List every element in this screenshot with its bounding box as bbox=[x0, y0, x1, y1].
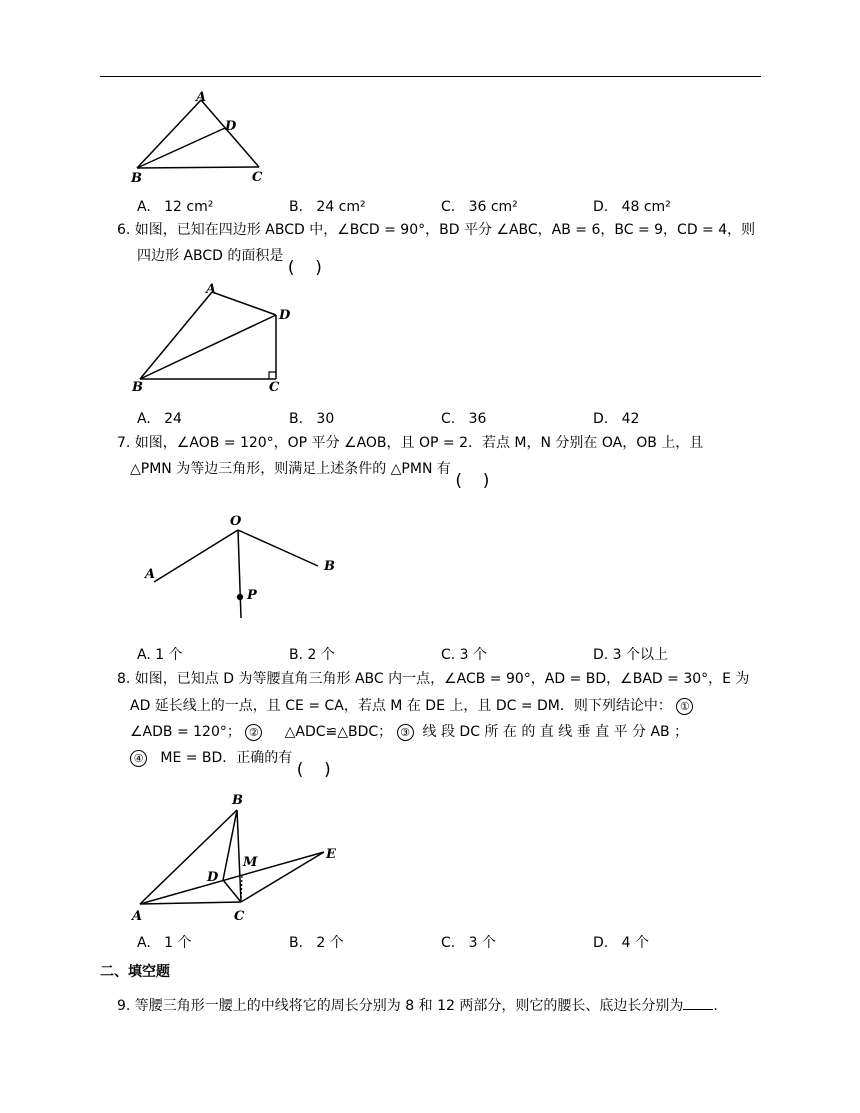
q8-label-E: E bbox=[326, 847, 336, 862]
q6-quadrilateral-figure bbox=[128, 278, 298, 396]
q8-label-D: D bbox=[207, 870, 219, 885]
q8-stem-line3-a: ∠ADB = 120°； bbox=[130, 724, 241, 740]
q8-mark-4: ④ bbox=[130, 750, 147, 767]
q6-stem-line1: 6. 如图，已知在四边形 ABCD 中，∠BCD = 90°，BD 平分 ∠ABC，AB = 6，BC = 9，CD = 4，则 bbox=[117, 222, 756, 238]
q8-label-C: C bbox=[234, 909, 245, 924]
header-rule bbox=[100, 76, 761, 77]
q8-stem-line3-b: △ADC≌△BDC； bbox=[284, 724, 393, 740]
q5-label-B: B bbox=[131, 171, 142, 184]
q7-stem-line1: 7. 如图，∠AOB = 120°，OP 平分 ∠AOB，且 OP = 2．若点 M，N 分别在 OA，OB 上，且 bbox=[117, 435, 704, 451]
q8-stem-line2: AD 延长线上的一点，且 CE = CA，若点 M 在 DE 上，且 DC = DM．则下列结论中： bbox=[130, 698, 672, 714]
q6-label-C: C bbox=[269, 380, 280, 395]
q7-label-A: A bbox=[145, 567, 156, 582]
q6-option-a: A. 24 bbox=[137, 411, 182, 427]
q7-label-O: O bbox=[230, 514, 242, 529]
q5-option-c: C. 36 cm² bbox=[441, 199, 518, 215]
q6-label-D: D bbox=[279, 308, 291, 323]
q5-option-d: D. 48 cm² bbox=[593, 199, 671, 215]
q5-label-C: C bbox=[252, 170, 263, 184]
q5-label-D: D bbox=[225, 119, 237, 134]
q8-option-a: A. 1 个 bbox=[137, 935, 192, 951]
q6-label-B: B bbox=[132, 380, 143, 395]
q7-angle-figure bbox=[140, 508, 340, 622]
q9-stem: 9. 等腰三角形一腰上的中线将它的周长分别为 8 和 12 两部分，则它的腰长、底边长分别为 bbox=[117, 998, 684, 1014]
q6-option-c: C. 36 bbox=[441, 411, 487, 427]
q8-stem-line1: 8. 如图，已知点 D 为等腰直角三角形 ABC 内一点，∠ACB = 90°，AD = BD，∠BAD = 30°，E 为 bbox=[117, 671, 750, 687]
q7-label-B: B bbox=[324, 559, 335, 574]
q9-answer-blank bbox=[683, 995, 713, 1010]
q7-label-P: P bbox=[247, 588, 257, 603]
q8-mark-3: ③ bbox=[397, 724, 414, 741]
q8-stem-line4-wrap bbox=[130, 748, 331, 768]
q8-option-b: B. 2 个 bbox=[289, 935, 344, 951]
q6-label-A: A bbox=[206, 282, 217, 297]
q7-option-b: B. 2 个 bbox=[289, 647, 335, 663]
q5-triangle-figure bbox=[125, 88, 275, 184]
q5-label-A: A bbox=[196, 90, 207, 105]
q5-option-b: B. 24 cm² bbox=[289, 199, 366, 215]
q7-option-c: C. 3 个 bbox=[441, 647, 488, 663]
q8-stem-line3 bbox=[130, 722, 688, 742]
q7-option-a: A. 1 个 bbox=[137, 647, 183, 663]
q8-option-d: D. 4 个 bbox=[593, 935, 649, 951]
q8-stem-line2-wrap bbox=[130, 696, 693, 716]
q9-stem-wrap bbox=[117, 995, 718, 1016]
q6-stem-line2-wrap bbox=[137, 246, 322, 266]
q8-triangle-figure bbox=[128, 780, 358, 925]
q7-stem-line2-wrap bbox=[130, 459, 489, 479]
q8-label-M: M bbox=[243, 855, 258, 870]
q8-option-c: C. 3 个 bbox=[441, 935, 496, 951]
q9-stem-end: . bbox=[713, 998, 718, 1014]
q8-mark-2: ② bbox=[245, 724, 262, 741]
q7-stem-line2: △PMN 为等边三角形，则满足上述条件的 △PMN 有 bbox=[130, 461, 451, 477]
q7-option-d: D. 3 个以上 bbox=[593, 647, 669, 663]
q6-option-d: D. 42 bbox=[593, 411, 640, 427]
section-heading-fill-in: 二、填空题 bbox=[100, 964, 170, 980]
q8-stem-line3-c: 线 段 DC 所 在 的 直 线 垂 直 平 分 AB ； bbox=[422, 724, 689, 740]
q8-label-A: A bbox=[132, 909, 143, 924]
q8-label-B: B bbox=[232, 793, 243, 808]
q8-stem-line4: ME = BD．正确的有 bbox=[160, 750, 293, 766]
q8-mark-1: ① bbox=[676, 698, 693, 715]
q6-option-b: B. 30 bbox=[289, 411, 335, 427]
q6-stem-line2: 四边形 ABCD 的面积是 bbox=[137, 248, 284, 264]
q5-option-a: A. 12 cm² bbox=[137, 199, 214, 215]
